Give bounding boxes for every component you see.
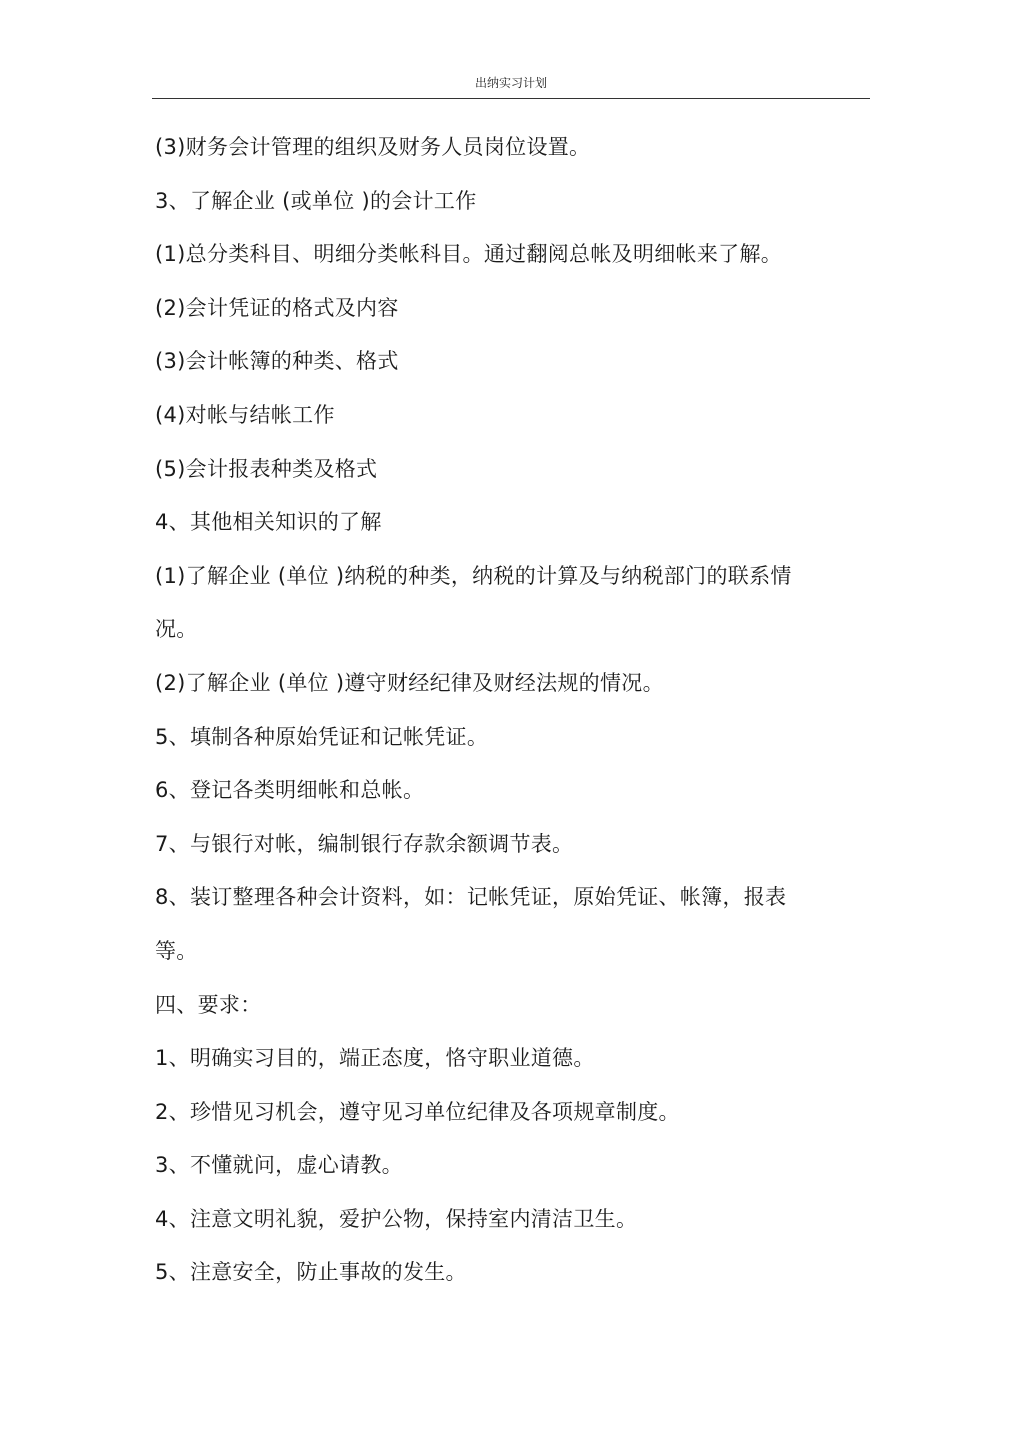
text-line: 1、明确实习目的，端正态度，恪守职业道德。 xyxy=(155,1046,595,1071)
section-heading: 四、要求： xyxy=(155,992,262,1017)
text-line: (3)会计帐簿的种类、格式 xyxy=(155,349,399,374)
header-divider xyxy=(152,98,870,99)
text-line: (3)财务会计管理的组织及财务人员岗位设置。 xyxy=(155,135,591,159)
text-line: 3、了解企业 (或单位 )的会计工作 xyxy=(155,188,477,213)
text-line: (1)总分类科目、明细分类帐科目。通过翻阅总帐及明细帐来了解。 xyxy=(155,242,783,267)
text-line: (5)会计报表种类及格式 xyxy=(155,456,378,481)
text-line: 7、与银行对帐，编制银行存款余额调节表。 xyxy=(155,831,574,856)
text-line: 3、不懂就问，虚心请教。 xyxy=(155,1153,403,1178)
text-line: (2)会计凭证的格式及内容 xyxy=(155,295,399,320)
text-line: 5、注意安全，防止事故的发生。 xyxy=(155,1260,467,1285)
text-line: 5、填制各种原始凭证和记帐凭证。 xyxy=(155,724,489,749)
document-body xyxy=(155,134,835,1313)
text-line: (2)了解企业 (单位 )遵守财经纪律及财经法规的情况。 xyxy=(155,670,664,695)
text-line: (4)对帐与结帐工作 xyxy=(155,402,335,427)
text-line: 8、装订整理各种会计资料，如：记帐凭证，原始凭证、帐簿，报表 xyxy=(155,885,787,910)
text-line: 等。 xyxy=(155,938,198,963)
text-line: 6、登记各类明细帐和总帐。 xyxy=(155,778,425,803)
text-line: 4、其他相关知识的了解 xyxy=(155,510,382,535)
text-line: 况。 xyxy=(155,617,198,642)
text-line: 2、珍惜见习机会，遵守见习单位纪律及各项规章制度。 xyxy=(155,1099,680,1124)
text-line: (1)了解企业 (单位 )纳税的种类，纳税的计算及与纳税部门的联系情 xyxy=(155,563,792,588)
page-header-title: 出纳实习计划 xyxy=(474,76,547,90)
text-line: 4、注意文明礼貌，爱护公物，保持室内清洁卫生。 xyxy=(155,1206,638,1231)
